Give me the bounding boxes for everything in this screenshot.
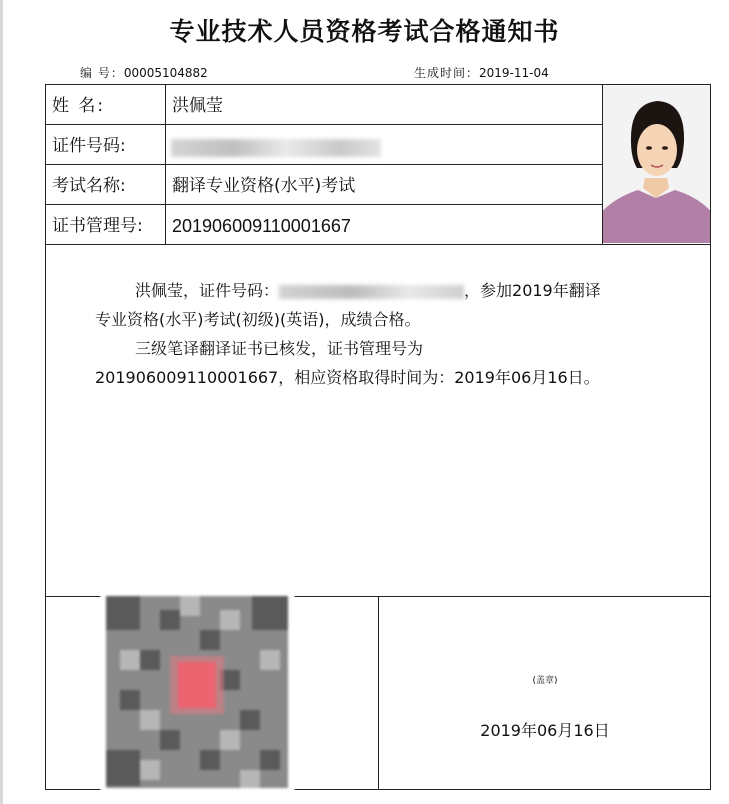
cert-number-label: 证书管理号: bbox=[52, 216, 143, 236]
row-divider bbox=[45, 204, 602, 205]
id-redaction-blur bbox=[171, 139, 381, 157]
label-column-divider bbox=[165, 84, 166, 244]
issue-date: 2019年06月16日 bbox=[480, 721, 610, 740]
footer-column-divider bbox=[378, 596, 379, 790]
exam-label: 考试名称: bbox=[52, 176, 126, 196]
page-edge bbox=[0, 0, 3, 804]
cert-number-value: 201906009110001667 bbox=[172, 216, 351, 236]
qr-code-graphic bbox=[100, 590, 295, 795]
notice-line-1-end: ，参加2019年翻译 bbox=[464, 281, 601, 300]
id-number-redaction bbox=[279, 285, 464, 299]
row-divider bbox=[45, 124, 602, 125]
portrait-illustration bbox=[603, 86, 710, 243]
notice-line-3: 三级笔译翻译证书已核发，证书管理号为 bbox=[135, 339, 424, 358]
generated-time bbox=[414, 64, 549, 81]
serial-number bbox=[80, 64, 208, 81]
notice-line-1-start: 洪佩莹，证件号码： bbox=[135, 281, 280, 300]
name-label: 姓 名: bbox=[52, 96, 106, 116]
stamp-label: (盖章) bbox=[532, 676, 558, 686]
portrait-photo bbox=[603, 86, 710, 243]
serial-number-label: 编 号： bbox=[80, 66, 124, 80]
table-bottom-divider bbox=[45, 244, 711, 245]
serial-number-value: 00005104882 bbox=[123, 66, 208, 80]
document-title: 专业技术人员资格考试合格通知书 bbox=[169, 17, 560, 46]
generated-time-value: 2019-11-04 bbox=[479, 66, 549, 80]
row-divider bbox=[45, 164, 602, 165]
qr-code bbox=[100, 590, 295, 795]
notice-body bbox=[95, 276, 685, 392]
notice-line-4: 201906009110001667，相应资格取得时间为：2019年06月16日。 bbox=[95, 368, 600, 387]
generated-time-label: 生成时间： bbox=[414, 66, 480, 80]
name-value: 洪佩莹 bbox=[172, 96, 223, 116]
exam-value: 翻译专业资格(水平)考试 bbox=[172, 176, 356, 196]
notice-line-2: 专业资格(水平)考试(初级)(英语)，成绩合格。 bbox=[95, 310, 421, 329]
notice-line-1 bbox=[95, 276, 685, 305]
id-label: 证件号码: bbox=[52, 136, 126, 156]
